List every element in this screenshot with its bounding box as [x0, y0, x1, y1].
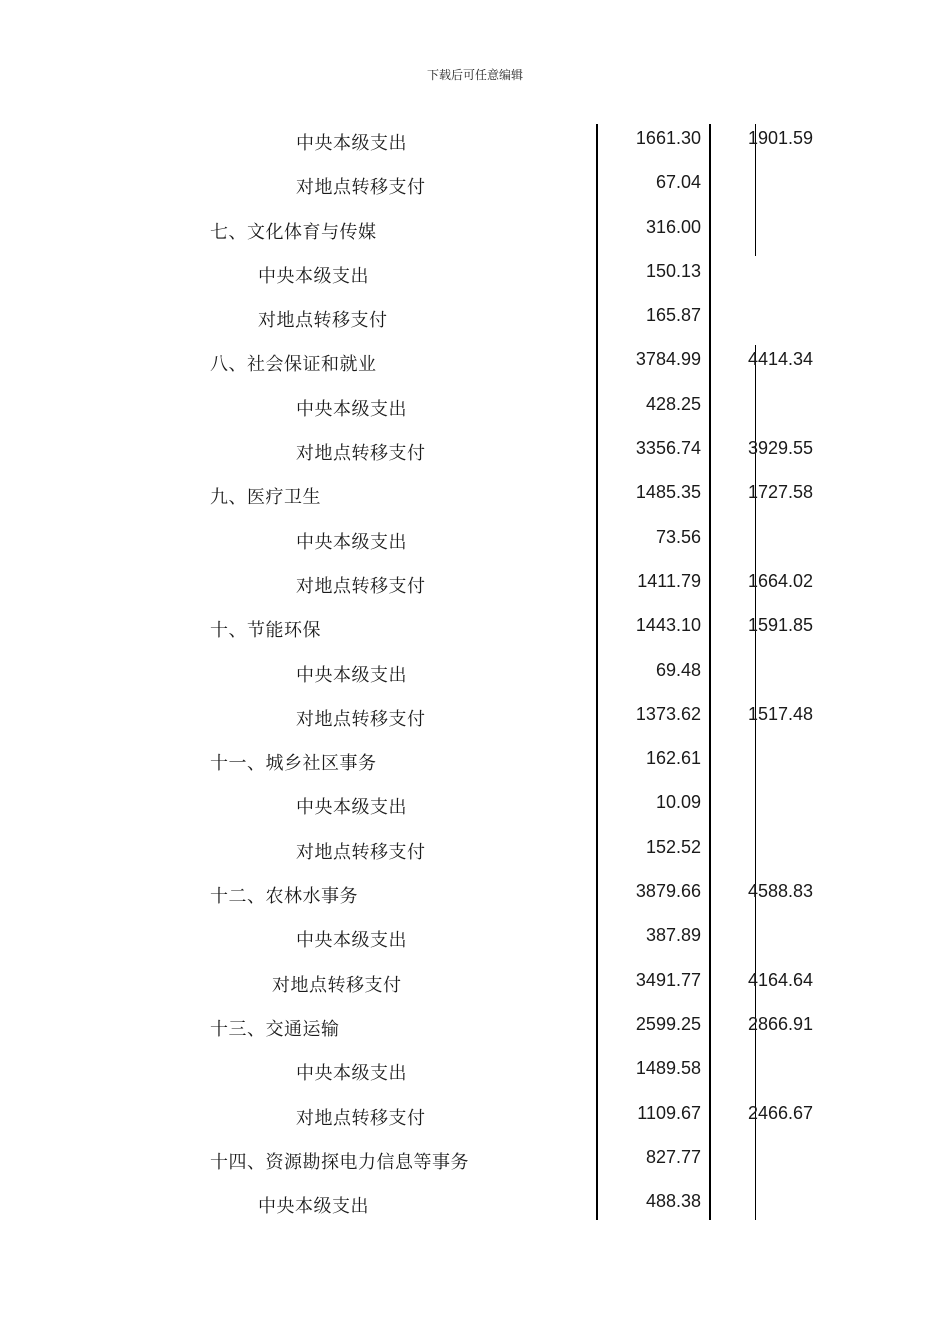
row-value: 3784.99: [635, 349, 701, 370]
table-row: [0, 161, 950, 205]
row-label: 中央本级支出: [296, 797, 407, 819]
row-value: 73.56: [655, 526, 701, 547]
table-row: [0, 1003, 950, 1047]
table-row: [0, 560, 950, 604]
table-row: [0, 294, 950, 338]
row-label: 中央本级支出: [296, 133, 407, 154]
row-label: 对地点转移支付: [258, 310, 388, 332]
row-value: 67.04: [655, 172, 701, 193]
row-value-secondary: 2866.91: [748, 1013, 814, 1034]
row-value: 1485.35: [635, 482, 701, 503]
page-header: 下载后可任意编辑: [426, 68, 523, 82]
row-value-secondary: 4414.34: [748, 349, 814, 370]
table-row: [0, 471, 950, 515]
row-label: 对地点转移支付: [296, 177, 426, 199]
row-label: 对地点转移支付: [296, 1107, 426, 1129]
row-label: 七、文化体育与传媒: [210, 221, 377, 243]
row-value: 150.13: [645, 260, 701, 281]
row-label: 对地点转移支付: [272, 974, 402, 996]
row-label: 中央本级支出: [296, 1063, 407, 1085]
table-row: [0, 914, 950, 958]
row-value-secondary: 2466.67: [748, 1102, 814, 1123]
row-label: 中央本级支出: [296, 930, 407, 952]
row-label: 中央本级支出: [258, 1196, 369, 1218]
row-value-secondary: 4164.64: [748, 969, 814, 990]
table-row: [0, 959, 950, 1003]
row-value-secondary: 3929.55: [748, 438, 814, 459]
row-label: 九、医疗卫生: [210, 487, 321, 509]
table-row: [0, 250, 950, 294]
row-label: 中央本级支出: [296, 664, 407, 686]
row-value-secondary: 1591.85: [748, 615, 814, 636]
row-label: 中央本级支出: [296, 531, 407, 553]
row-value: 165.87: [645, 305, 701, 326]
table-row: [0, 604, 950, 648]
row-value: 488.38: [645, 1191, 701, 1212]
row-label: 对地点转移支付: [296, 575, 426, 597]
row-value: 1443.10: [635, 615, 701, 636]
table-row: [0, 206, 950, 250]
row-value: 3879.66: [635, 881, 701, 902]
row-label: 对地点转移支付: [296, 443, 426, 465]
row-value: 1373.62: [635, 703, 701, 724]
table-row: [0, 870, 950, 914]
row-value: 387.89: [645, 925, 701, 946]
table-row: [0, 693, 950, 737]
row-label: 十二、农林水事务: [210, 886, 358, 908]
row-label: 十、节能环保: [210, 620, 321, 642]
table-row: [0, 1092, 950, 1136]
row-label: 十一、城乡社区事务: [210, 753, 377, 775]
table-row: [0, 1136, 950, 1180]
row-value: 10.09: [655, 792, 701, 813]
table-row: [0, 737, 950, 781]
row-value: 1661.30: [635, 128, 701, 148]
row-value: 1489.58: [635, 1058, 701, 1079]
row-value-secondary: 1727.58: [748, 482, 814, 503]
table-row: [0, 338, 950, 382]
row-value: 428.25: [645, 393, 701, 414]
row-value: 3491.77: [635, 969, 701, 990]
budget-table: [0, 117, 950, 1224]
row-value: 162.61: [645, 748, 701, 769]
table-row: [0, 1047, 950, 1091]
row-value: 827.77: [645, 1146, 701, 1167]
table-row: [0, 826, 950, 870]
row-value-secondary: 1664.02: [748, 570, 814, 591]
table-row: [0, 516, 950, 560]
row-value: 1411.79: [637, 570, 701, 591]
row-value: 2599.25: [635, 1013, 701, 1034]
table-row: [0, 781, 950, 825]
row-value-secondary: 1517.48: [748, 703, 814, 724]
table-row: [0, 649, 950, 693]
row-label: 十四、资源勘探电力信息等事务: [210, 1151, 469, 1173]
row-value: 3356.74: [635, 438, 701, 459]
row-value-secondary: 4588.83: [748, 881, 814, 902]
row-value-secondary: 1901.59: [748, 128, 814, 148]
row-label: 八、社会保证和就业: [210, 354, 377, 376]
row-value: 316.00: [645, 216, 701, 237]
table-row: [0, 117, 950, 161]
row-value: 1109.67: [637, 1102, 701, 1123]
table-row: [0, 383, 950, 427]
row-label: 对地点转移支付: [296, 841, 426, 863]
row-value: 69.48: [655, 659, 701, 680]
table-row: [0, 1180, 950, 1224]
table-row: [0, 427, 950, 471]
row-value: 152.52: [645, 836, 701, 857]
row-label: 对地点转移支付: [296, 708, 426, 730]
row-label: 中央本级支出: [258, 265, 369, 287]
row-label: 十三、交通运输: [210, 1018, 340, 1040]
row-label: 中央本级支出: [296, 398, 407, 420]
